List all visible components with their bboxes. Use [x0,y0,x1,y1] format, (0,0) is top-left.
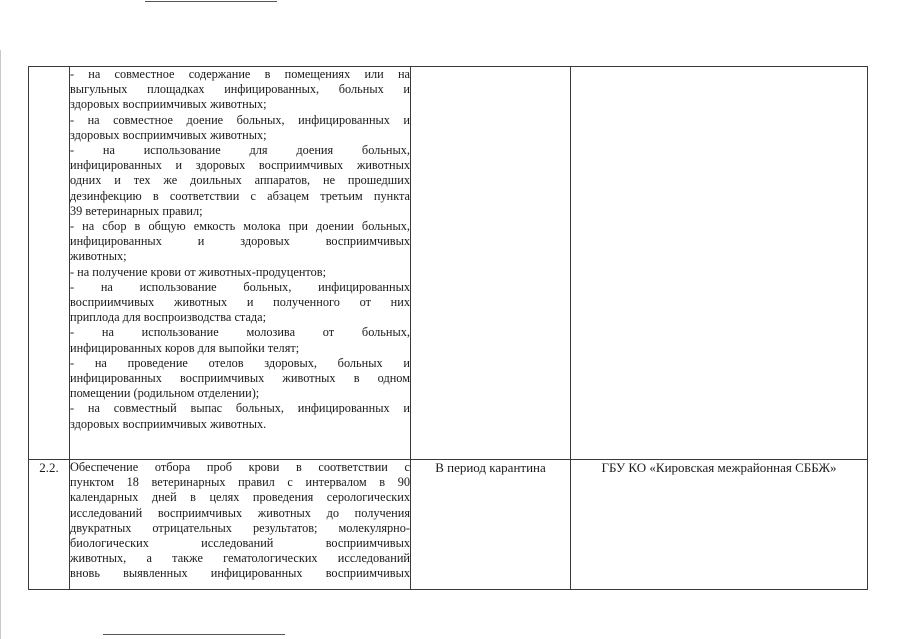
measure-paragraph [70,143,410,219]
measure-paragraph [70,67,410,113]
text-line: - на сбор в общую емкость молока при доении больных, [70,219,410,234]
scan-mark-top [145,1,277,2]
term-cell [411,67,571,460]
text-line: - на использование больных, инфицированных [70,279,410,294]
text-line: животных; [70,249,127,264]
text-line: двукратных отрицательных результатов; молекулярно- [70,520,410,535]
text-line: инфицированных восприимчивых животных в одном [70,371,410,386]
measure-paragraph [70,356,410,402]
measure-paragraph [70,265,410,280]
text-line: помещении (родильном отделении); [70,386,260,401]
text-line: пунктом 18 ветеринарных правил с интервалом в 90 [70,475,410,490]
text-line: вновь выявленных инфицированных восприимчивых [70,566,410,581]
measure-paragraph [70,460,410,582]
responsible-cell [571,67,868,460]
text-line: дезинфекцию в соответствии с абзацем третьим пункта [70,188,410,203]
measure-paragraph [70,401,410,431]
text-line: - на совместное содержание в помещениях или на [70,67,410,81]
row-number-cell [29,67,70,460]
text-line: - на совместное доение больных, инфицированных и [70,112,410,127]
text-line: - на использование молозива от больных, [70,325,410,340]
measure-text [70,460,410,582]
text-line: - на получение крови от животных-продуцентов; [70,264,327,279]
responsible-cell: ГБУ КО «Кировская межрайонная СББЖ» [571,460,868,590]
measure-paragraph [70,219,410,265]
table-row [29,460,868,590]
term-cell: В период карантина [411,460,571,590]
text-line: здоровых восприимчивых животных; [70,127,267,142]
row-number-cell: 2.2. [29,460,70,590]
measure-paragraph [70,325,410,355]
measure-paragraph [70,113,410,143]
table-row [29,67,868,460]
measure-text-cell [70,67,411,460]
text-line: календарных дней в целях проведения серологических [70,490,410,505]
text-line: инфицированных и здоровых восприимчивых [70,234,410,249]
text-line: биологических исследований восприимчивых [70,536,410,551]
measures-table [28,66,868,590]
text-line: выгульных площадках инфицированных, больных и [70,82,410,97]
text-line: здоровых восприимчивых животных; [70,97,267,112]
text-line: - на совместный выпас больных, инфицированных и [70,401,410,416]
measure-paragraph [70,280,410,326]
scan-edge-mark [0,50,1,639]
measure-text [70,67,410,432]
text-line: - на использование для доения больных, [70,143,410,158]
scan-mark-bottom [103,634,285,635]
text-line: - на проведение отелов здоровых, больных и [70,355,410,370]
text-line: восприимчивых животных и полученного от них [70,295,410,310]
text-line: одних и тех же доильных аппаратов, не прошедших [70,173,410,188]
text-line: Обеспечение отбора проб крови в соответствии с [70,460,410,474]
text-line: исследований восприимчивых животных до получения [70,505,410,520]
text-line: 39 ветеринарных правил; [70,203,203,218]
measure-text-cell [70,460,411,590]
text-line: приплода для воспроизводства стада; [70,310,267,325]
text-line: здоровых восприимчивых животных. [70,416,267,431]
text-line: инфицированных и здоровых восприимчивых животных [70,158,410,173]
text-line: животных, а также гематологических исследований [70,551,410,566]
text-line: инфицированных коров для выпойки телят; [70,340,300,355]
